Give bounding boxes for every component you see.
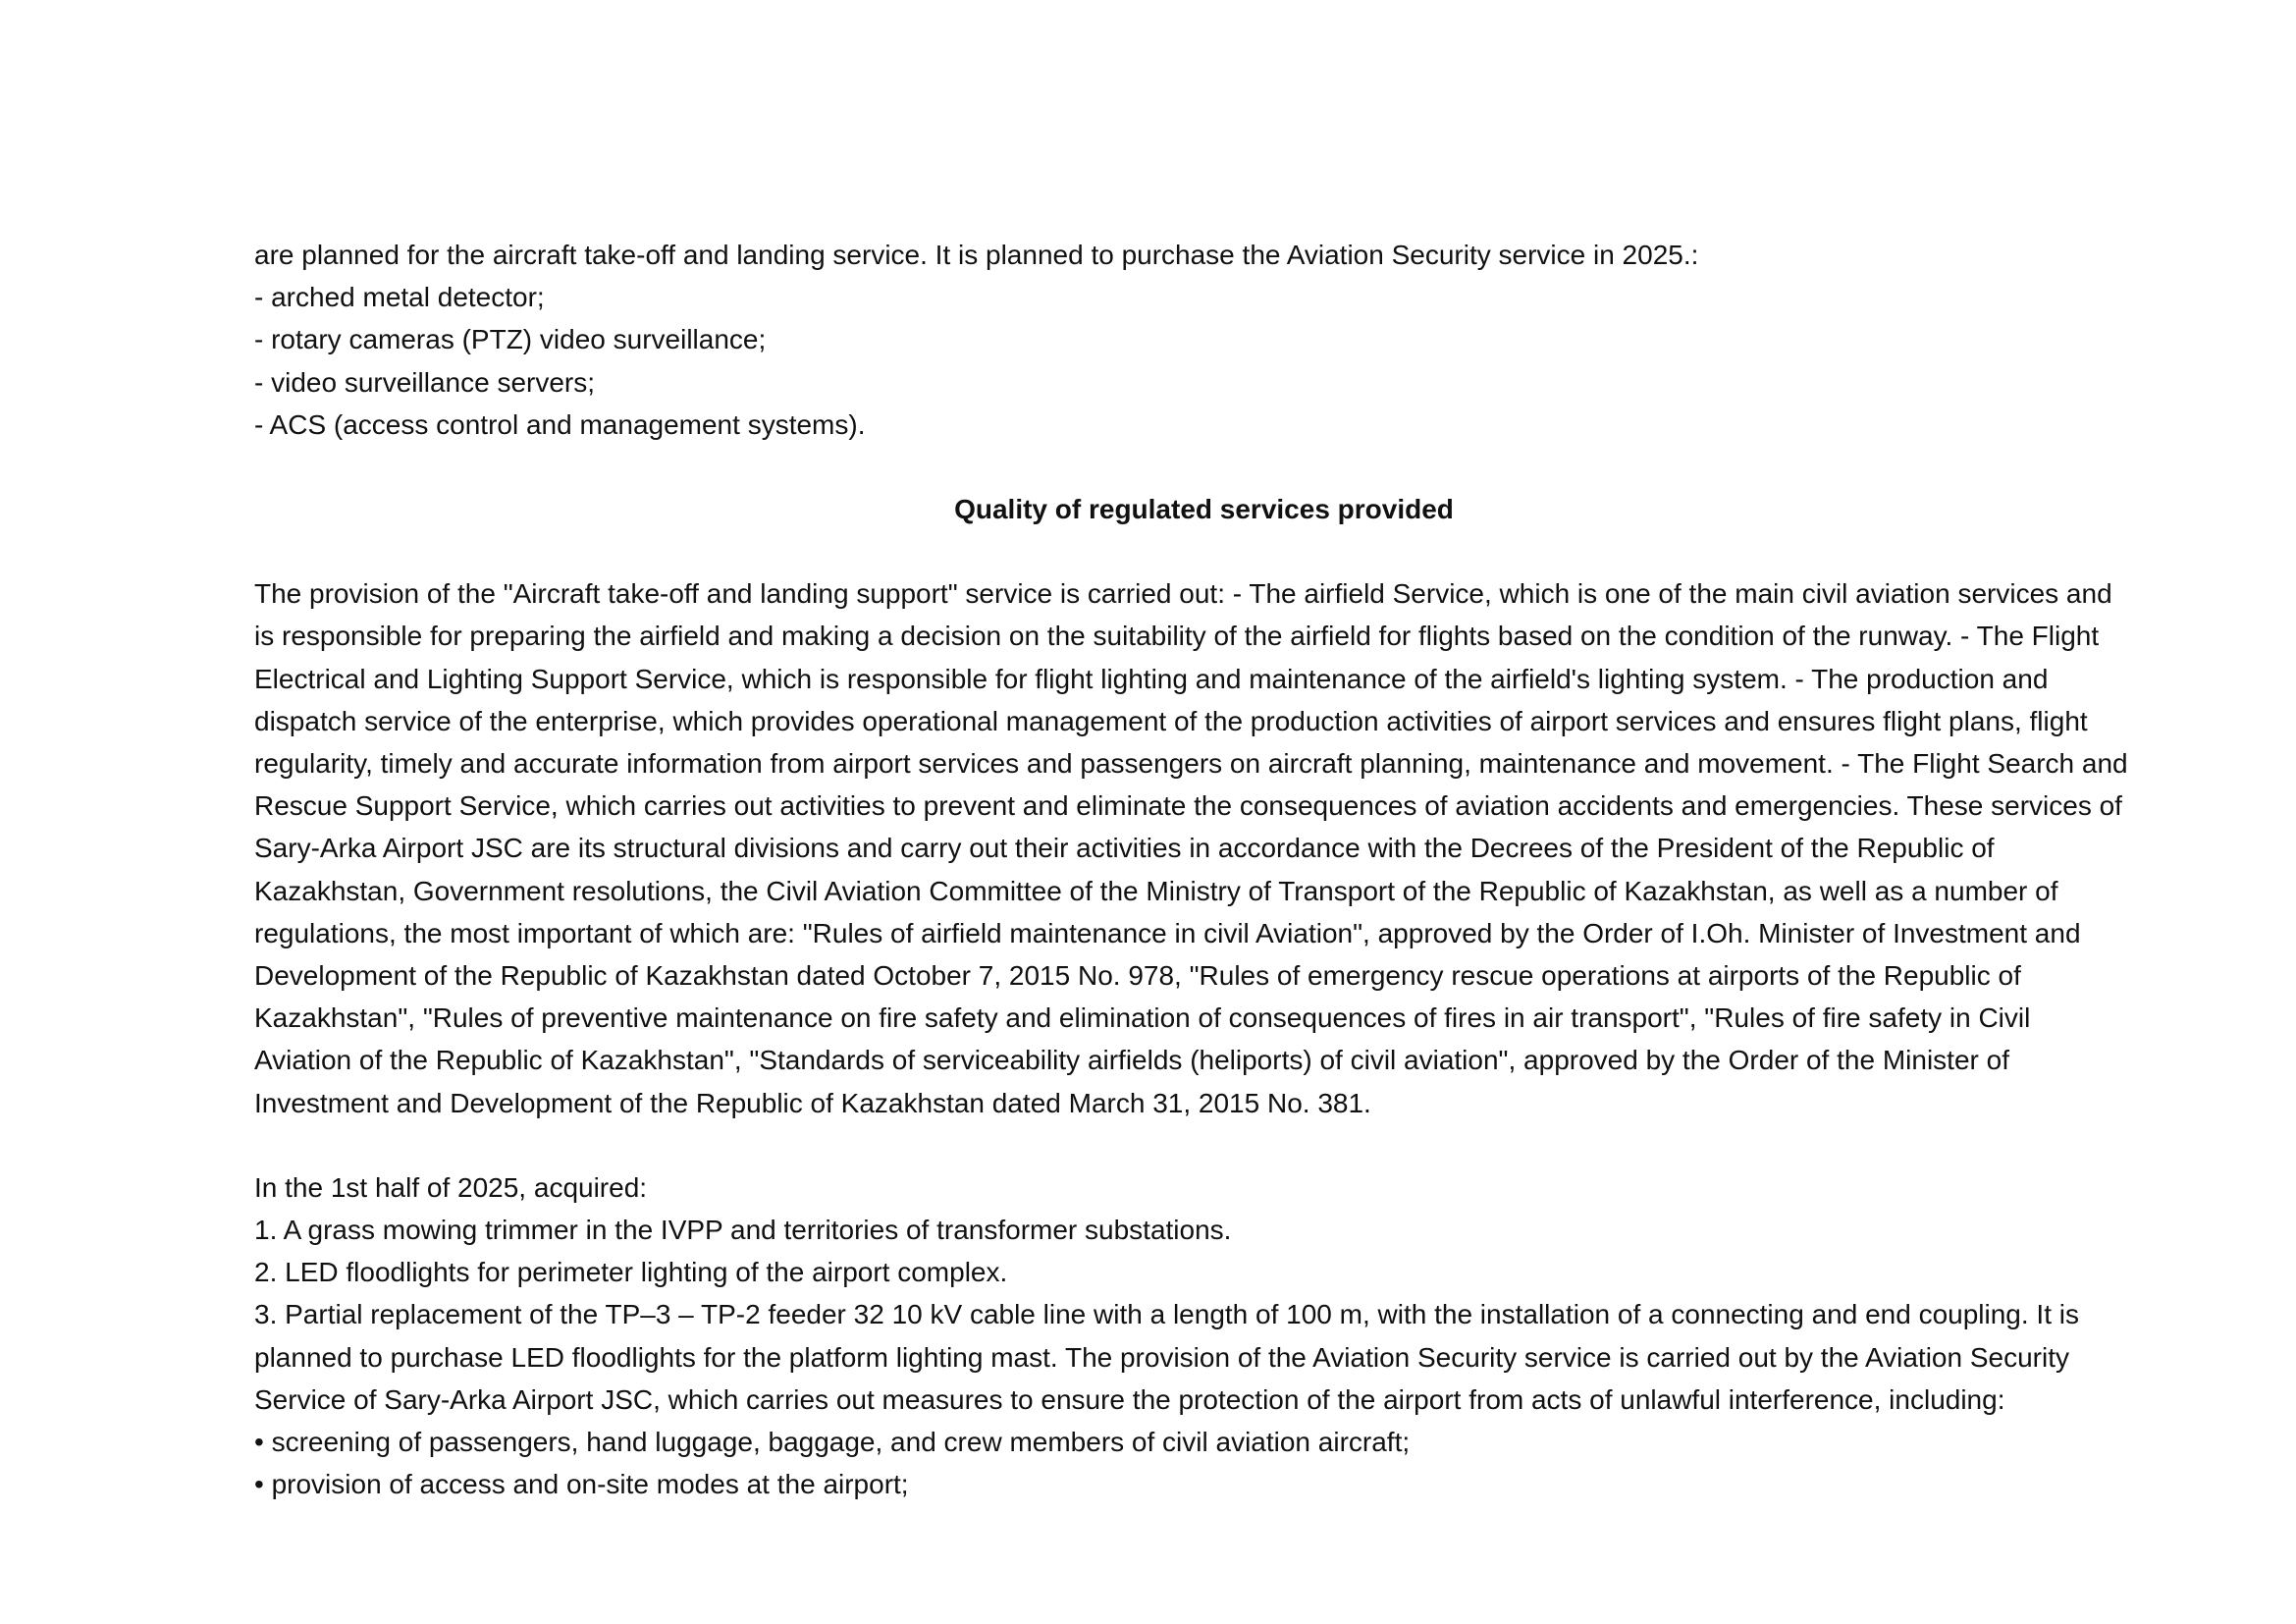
bullet-list (254, 1421, 2154, 1505)
paragraph-line: is responsible for preparing the airfield and making a decision on the suitability of the airfield for flights based on the condition of the runway. - The Flight (254, 621, 2100, 652)
paragraph-line: The provision of the "Aircraft take-off and landing support" service is carried out: - The airfield Service, which is one of the main civil aviation services and (254, 578, 2112, 610)
paragraph-line: Rescue Support Service, which carries out activities to prevent and eliminate the consequences of aviation accidents and emergencies. These services of (254, 790, 2122, 822)
bullet-item: • screening of passengers, hand luggage, baggage, and crew members of civil aviation aircraft; (254, 1427, 1411, 1458)
section-heading: Quality of regulated services provided (954, 494, 1454, 525)
document-body (254, 234, 2154, 1505)
paragraph-line: dispatch service of the enterprise, which provides operational management of the production activities of airport services and ensures flight plans, flight (254, 705, 2088, 736)
paragraph-line: Investment and Development of the Republic of Kazakhstan dated March 31, 2015 No. 381. (254, 1087, 1371, 1118)
paragraph-line: Electrical and Lighting Support Service, which is responsible for flight lighting and maintenance of the airfield's lighting system. - The production and (254, 663, 2049, 694)
bullet-item: • provision of access and on-site modes at the airport; (254, 1469, 909, 1500)
list-item: - arched metal detector; (254, 282, 545, 313)
list-item-continuation: planned to purchase LED floodlights for the platform lighting mast. The provision of the Aviation Security service is carried out by the Aviation Security (254, 1341, 2069, 1373)
paragraph-line: Development of the Republic of Kazakhstan dated October 7, 2015 No. 978, "Rules of emergency rescue operations at airports of the Republic of (254, 960, 2021, 992)
blank-line (254, 530, 2154, 572)
paragraph-line: Aviation of the Republic of Kazakhstan", "Standards of serviceability airfields (heliports) of civil aviation", approved by the Order of the Minister of (254, 1045, 2009, 1076)
security-equipment-list (254, 276, 2154, 446)
main-paragraph (254, 572, 2154, 1124)
blank-line (254, 1124, 2154, 1166)
paragraph-line: regularity, timely and accurate information from airport services and passengers on aircraft planning, maintenance and movement. - The Flight Search and (254, 748, 2128, 780)
blank-line (254, 446, 2154, 488)
list-item-continuation: Service of Sary-Arka Airport JSC, which carries out measures to ensure the protection of the airport from acts of unlawful interference, including: (254, 1383, 2005, 1415)
intro-line: are planned for the aircraft take-off and landing service. It is planned to purchase the Aviation Security service in 2025.: (254, 240, 1699, 270)
paragraph-line: regulations, the most important of which are: "Rules of airfield maintenance in civil Aviation", approved by the Order of I.Oh. Minister of Investment and (254, 917, 2081, 948)
acquired-intro: In the 1st half of 2025, acquired: (254, 1171, 648, 1203)
list-item: - rotary cameras (PTZ) video surveillance; (254, 324, 767, 355)
list-item: 3. Partial replacement of the TP–3 – TP-2 feeder 32 10 kV cable line with a length of 100 m, with the installation of a connecting and end coupling. It is (254, 1299, 2079, 1330)
paragraph-line: Kazakhstan", "Rules of preventive maintenance on fire safety and elimination of consequences of fires in air transport", "Rules of fire safety in Civil (254, 1002, 2031, 1034)
paragraph-line: Kazakhstan, Government resolutions, the Civil Aviation Committee of the Ministry of Transport of the Republic of Kazakhstan, as well as a number of (254, 875, 2058, 906)
paragraph-line: Sary-Arka Airport JSC are its structural divisions and carry out their activities in accordance with the Decrees of the President of the Republic of (254, 833, 1995, 864)
list-item: 1. A grass mowing trimmer in the IVPP and territories of transformer substations. (254, 1215, 1232, 1246)
list-item: 2. LED floodlights for perimeter lighting of the airport complex. (254, 1257, 1008, 1288)
acquired-list (254, 1209, 2154, 1421)
list-item: - ACS (access control and management systems). (254, 408, 866, 440)
list-item: - video surveillance servers; (254, 366, 596, 398)
